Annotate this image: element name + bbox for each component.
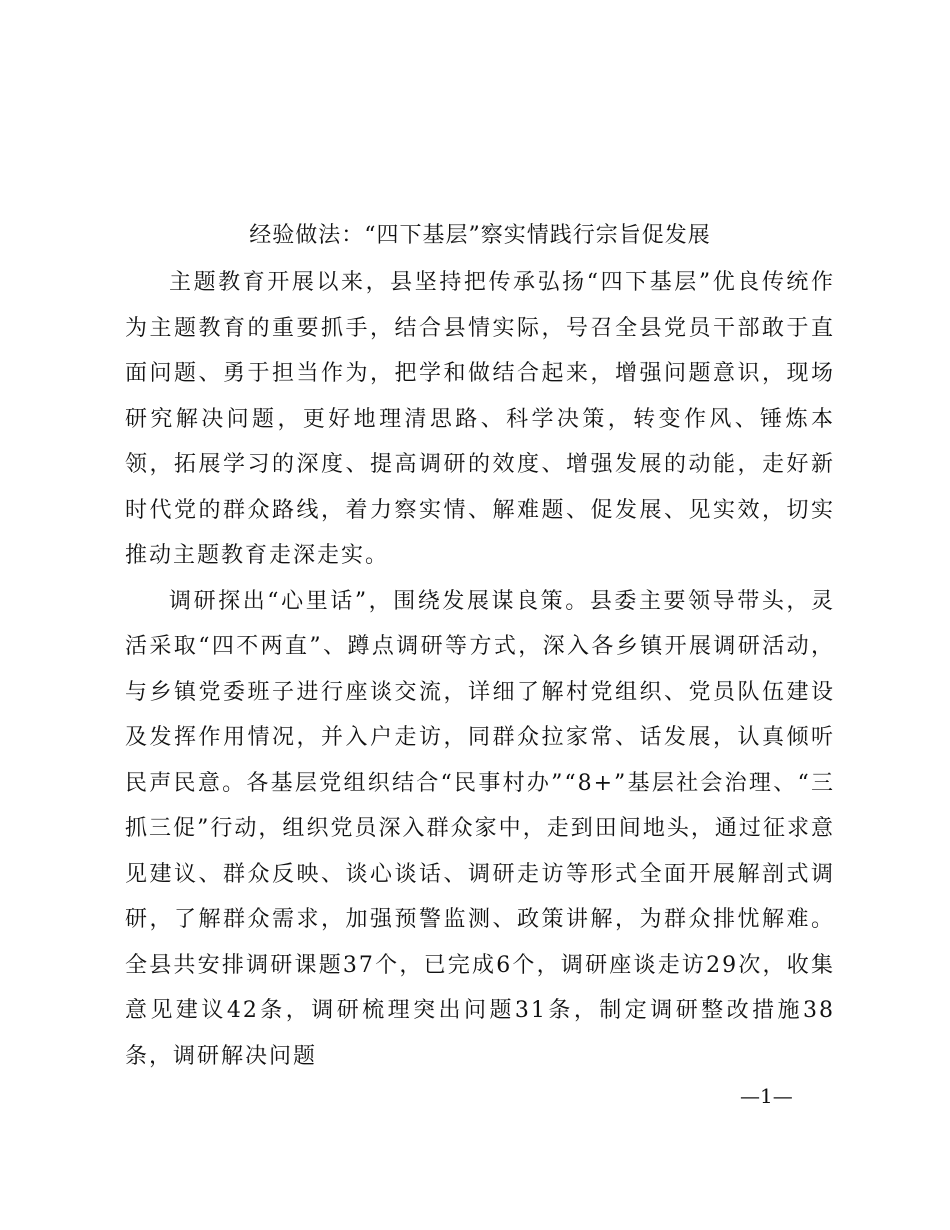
page-number: —1—: [740, 1084, 793, 1108]
document-body: [125, 260, 835, 1079]
paragraph-intro: 主题教育开展以来，县坚持把传承弘扬“四下基层”优良传统作为主题教育的重要抓手，结合县情实际，号召全县党员干部敢于直面问题、勇于担当作为，把学和做结合起来，增强问题意识，现场研究解决问题，更好地理清思路、科学决策，转变作风、锤炼本领，拓展学习的深度、提高调研的效度、增强发展的动能，走好新时代党的群众路线，着力察实情、解难题、促发展、见实效，切实推动主题教育走深走实。: [125, 270, 835, 568]
document-title: 经验做法：“四下基层”察实情践行宗旨促发展: [249, 223, 711, 248]
paragraph-research: 调研探出“心里话”，围绕发展谋良策。县委主要领导带头，灵活采取“四不两直”、蹲点调研等方式，深入各乡镇开展调研活动，与乡镇党委班子进行座谈交流，详细了解村党组织、党员队伍建设及发挥作用情况，并入户走访，同群众拉家常、话发展，认真倾听民声民意。各基层党组织结合“民事村办”“8+”基层社会治理、“三抓三促”行动，组织党员深入群众家中，走到田间地头，通过征求意见建议、群众反映、谈心谈话、调研走访等形式全面开展解剖式调研，了解群众需求，加强预警监测、政策讲解，为群众排忧解难。全县共安排调研课题37个，已完成6个，调研座谈走访29次，收集意见建议42条，调研梳理突出问题31条，制定调研整改措施38条，调研解决问题: [125, 588, 835, 1069]
